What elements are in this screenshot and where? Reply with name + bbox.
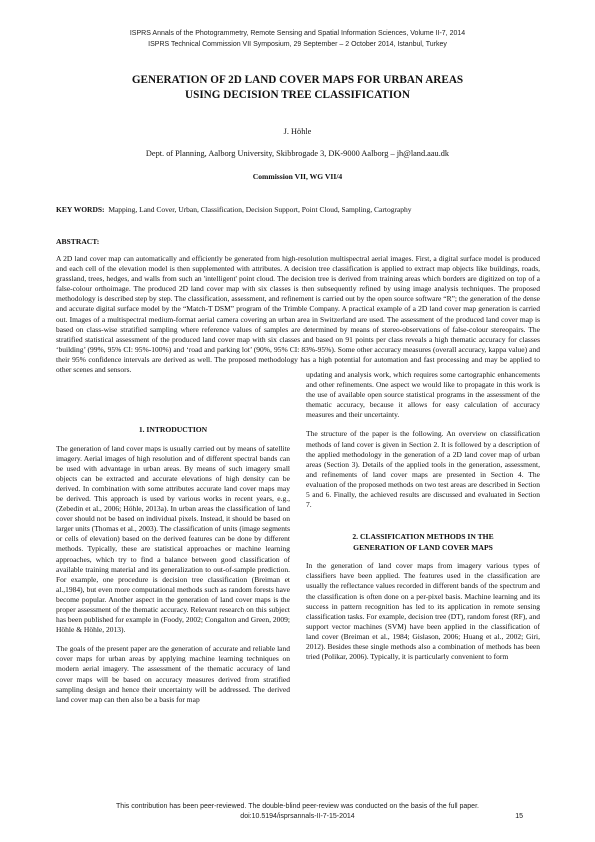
section-2-heading-line-2: GENERATION OF LAND COVER MAPS: [353, 542, 493, 552]
page-number: 15: [515, 813, 523, 820]
abstract-heading: ABSTRACT:: [56, 237, 100, 246]
paper-title-line-2: USING DECISION TREE CLASSIFICATION: [185, 89, 410, 101]
intro-paragraph-3: updating and analysis work, which requires some cartographic enhancements and other refinements. One aspect we would like to propagate in this work is the use of available open source statistical programs in the assessment of the thematic accuracy, because it allows for easy calculation of accuracy measures and their uncertainty.: [306, 370, 540, 420]
keywords-label: KEY WORDS:: [56, 205, 105, 214]
intro-paragraph-2: The goals of the present paper are the generation of accurate and reliable land cover maps for urban areas by applying machine learning techniques on modern aerial imagery. The assessment of the thematic accuracy of land cover maps will be based on accuracy measures derived from stratified sampling design and hence their uncertainty will be addressed. The derived land cover map can then also be a basis for map: [56, 644, 290, 704]
author-affiliation: Dept. of Planning, Aalborg University, Skibbrogade 3, DK-9000 Aalborg – jh@land.aau.dk: [145, 149, 450, 158]
commission-label: Commission VII, WG VII/4: [252, 172, 343, 181]
journal-header-line-2: ISPRS Technical Commission VII Symposium, 29 September – 2 October 2014, Istanbul, Turkey: [148, 41, 447, 48]
keywords: [56, 205, 546, 214]
section-2-paragraph-1: In the generation of land cover maps from imagery various types of classifiers have been applied. The features used in the classification are usually the reflectance values recorded in different bands of the spectrum and the classification is often done on a per-pixel basis. Machine learning and its success in pattern recognition has led to its application in remote sensing classification tasks. For example, decision tree (DT), random forest (RF), and support vector machines (SVM) have been applied in the classification of land cover (Breiman et al., 1984; Gislason, 2006; Huang et al., 2002; Giri, 2012). Besides these single methods also a combination of methods has been tried (Polikar, 2006). Typically, it is particularly convenient to form: [306, 561, 540, 662]
paper-title-line-1: GENERATION OF 2D LAND COVER MAPS FOR URBAN AREAS: [131, 74, 464, 86]
right-column: [306, 370, 540, 671]
keywords-text: Mapping, Land Cover, Urban, Classification, Decision Support, Point Cloud, Sampling, Cartography: [108, 205, 412, 214]
footer-doi: doi:10.5194/isprsannals-II-7-15-2014: [240, 813, 355, 820]
abstract-text: A 2D land cover map can automatically and efficiently be generated from high-resolution multispectral aerial images. First, a digital surface model is produced and each cell of the elevation model is then supplemented with attributes. A decision tree classification is applied to extract map objects like buildings, roads, grassland, trees, hedges, and walls from such an 'intelligent' point cloud. The decision tree is derived from training areas which borders are digitized on top of a false-colour orthoimage. The produced 2D land cover map with six classes is then subsequently refined by using image analysis techniques. The proposed methodology is described step by step. The classification, assessment, and refinement is carried out by the open source software “R”; the generation of the dense and accurate digital surface model by the “Match-T DSM” program of the Trimble Company. A practical example of a 2D land cover map generation is carried out. Images of a multispectral medium-format aerial camera covering an urban area in Switzerland are used. The assessment of the produced land cover map is based on class-wise stratified sampling where reference values of samples are determined by means of stereo-observations of false-colour stereopairs. The stratified statistical assessment of the produced land cover map with six classes and based on 91 points per class reveals a high thematic accuracy for classes ‘building’ (99%, 95% CI: 95%-100%) and ‘road and parking lot’ (90%, 95% CI: 83%-95%). Some other accuracy measures (overall accuracy, kappa value) and their 95% confidence intervals are derived as well. The proposed methodology has a high potential for automation and fast processing and may be applied to other scenes and sensors.: [56, 254, 540, 375]
section-2-heading: [306, 532, 540, 553]
footer-peer-review-note: This contribution has been peer-reviewed. The double-blind peer-review was conducted on the basis of the full paper.: [116, 803, 479, 810]
left-column: [56, 425, 290, 714]
intro-paragraph-4: The structure of the paper is the following. An overview on classification methods of land cover is given in Section 2. It is followed by a description of the applied methodology in the generation of a 2D land cover map of urban areas (Section 3). Details of the applied tools in the generation, assessment, and refinements of land cover maps are presented in Section 4. The evaluation of the proposed methods on two test areas are described in Section 5 and 6. Finally, the achieved results are discussed and evaluated in Section 7.: [306, 429, 540, 510]
intro-heading: 1. INTRODUCTION: [138, 425, 208, 434]
intro-paragraph-1: The generation of land cover maps is usually carried out by means of satellite imagery. Aerial images of high resolution and of different spectral bands can be used with advantage in urban areas. By means of such imagery small objects can be extracted and accurate elevations of high density can be derived. In combination with some attributes accurate land cover maps may be derived. This approach is used by various works in recent years, e.g., (Zebedin et al., 2006; Höhle, 2013a). In urban areas the classification of land cover should not be based on individual pixels. Instead, it should be based on larger units (Thomas et al., 2003). The classification of units (image segments or cells of elevation) based on the derived features can be done by different methods. Typically, these are statistical approaches or machine learning approaches, which try to find a balance between good classification of available training material and its generalization to out-of-sample prediction. For example, one procedure is decision tree classification (Breiman et al.,1984), but even more computational methods such as random forests have become popular. Another aspect in the generation of land cover maps is the proper assessment of the thematic accuracy. Relevant research on this subject has been published for example in (Foody, 2002; Congalton and Green, 2009; Höhle & Höhle, 2013).: [56, 443, 290, 635]
author-name: J. Höhle: [283, 127, 312, 136]
journal-header-line-1: ISPRS Annals of the Photogrammetry, Remote Sensing and Spatial Information Sciences, Volume II-7, 2014: [129, 30, 466, 37]
section-2-heading-line-1: 2. CLASSIFICATION METHODS IN THE: [352, 532, 494, 542]
